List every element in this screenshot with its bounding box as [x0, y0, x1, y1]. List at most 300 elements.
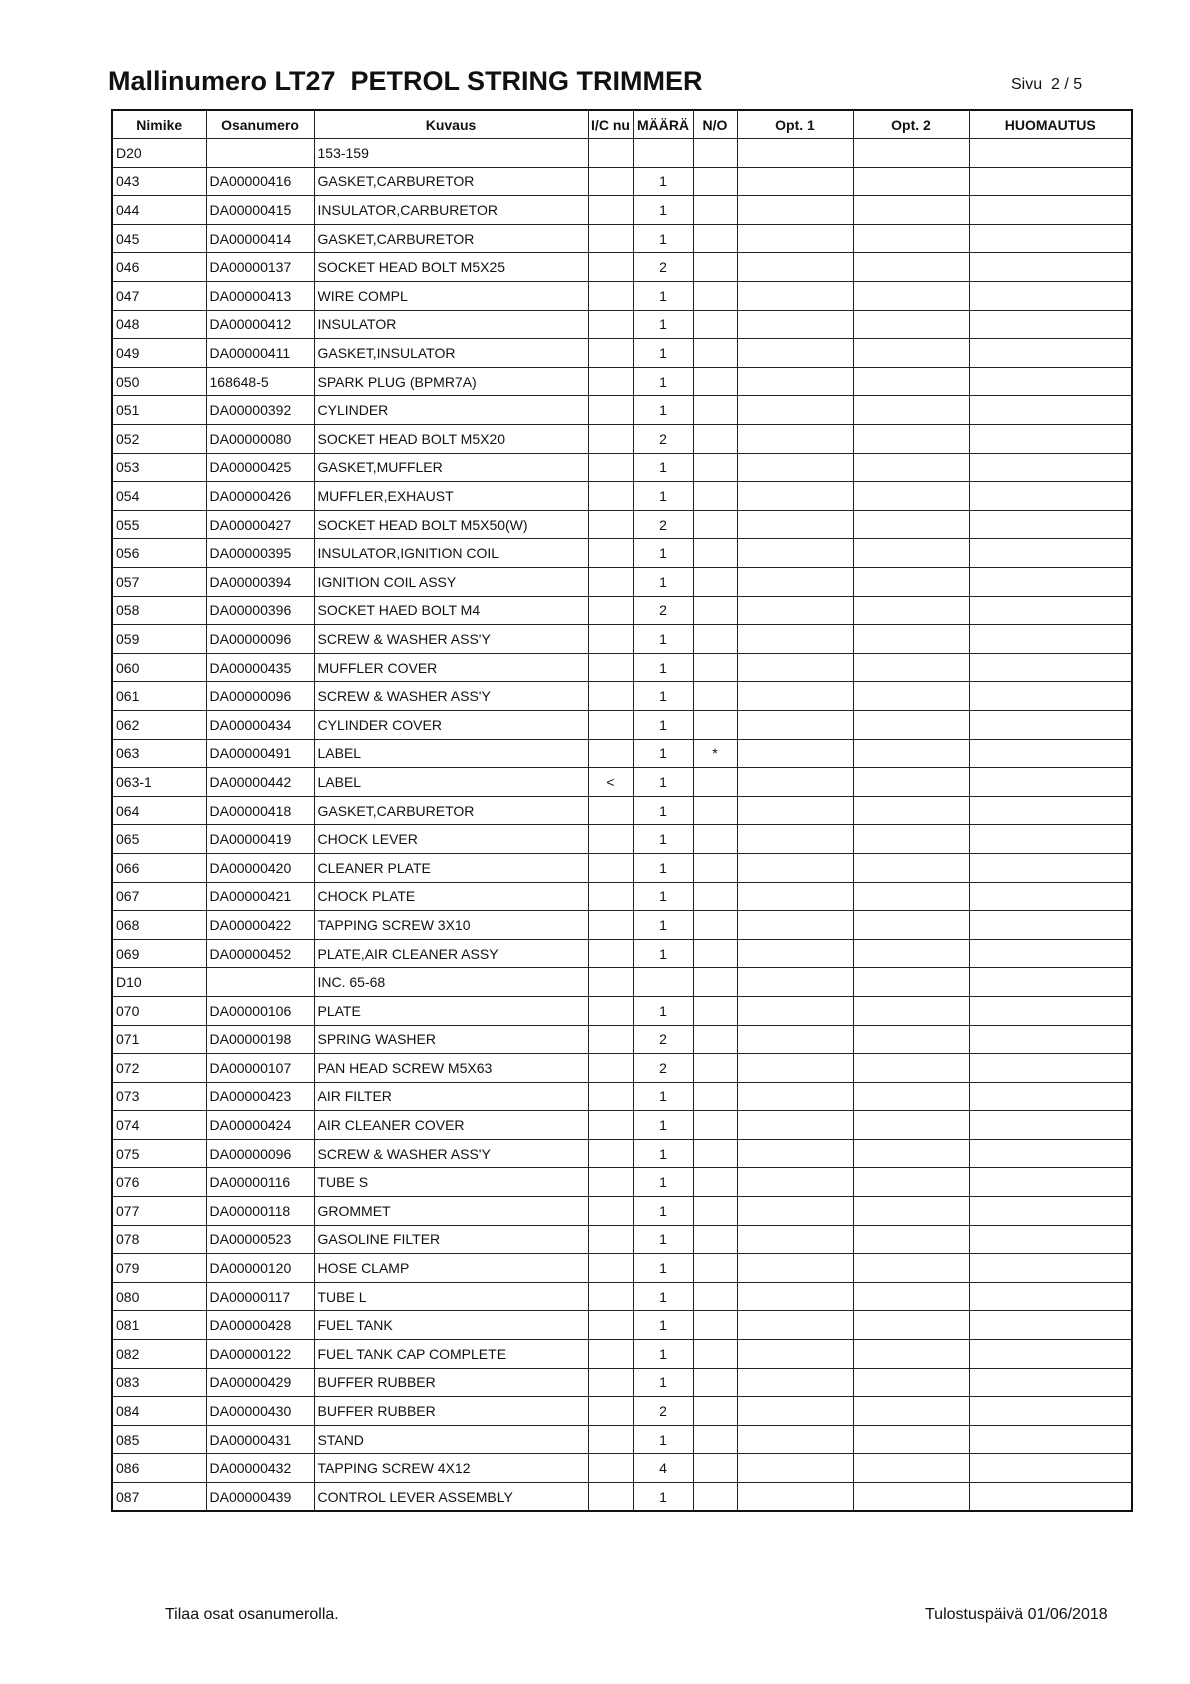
table-row [112, 482, 1132, 511]
table-row [112, 339, 1132, 368]
cell-kuvaus: IGNITION COIL ASSY [314, 568, 588, 597]
cell-opt2 [853, 367, 969, 396]
cell-ic-number [588, 739, 633, 768]
table-row [112, 1025, 1132, 1054]
cell-nimike: 050 [112, 367, 206, 396]
cell-nimike: 077 [112, 1197, 206, 1226]
cell-kuvaus: LABEL [314, 739, 588, 768]
cell-opt2 [853, 1340, 969, 1369]
cell-ic-number [588, 1340, 633, 1369]
cell-osanumero: DA00000434 [206, 710, 314, 739]
cell-opt2 [853, 882, 969, 911]
cell-kuvaus: INSULATOR,IGNITION COIL [314, 539, 588, 568]
cell-huomautus [969, 139, 1132, 168]
cell-opt1 [737, 1082, 853, 1111]
cell-huomautus [969, 1054, 1132, 1083]
cell-no: * [693, 739, 737, 768]
cell-opt2 [853, 825, 969, 854]
cell-opt2 [853, 1082, 969, 1111]
cell-ic-number [588, 1282, 633, 1311]
cell-maara: 1 [633, 682, 693, 711]
table-row [112, 310, 1132, 339]
cell-osanumero: DA00000420 [206, 853, 314, 882]
cell-maara: 1 [633, 196, 693, 225]
group-row [112, 139, 1132, 168]
cell-opt2 [853, 710, 969, 739]
cell-ic-number [588, 453, 633, 482]
cell-opt1 [737, 367, 853, 396]
cell-osanumero: DA00000411 [206, 339, 314, 368]
table-row [112, 768, 1132, 797]
cell-kuvaus: TUBE S [314, 1168, 588, 1197]
column-header-osanumero: Osanumero [206, 110, 314, 139]
cell-nimike: 074 [112, 1111, 206, 1140]
cell-no [693, 825, 737, 854]
cell-opt2 [853, 853, 969, 882]
cell-opt1 [737, 1025, 853, 1054]
table-row [112, 710, 1132, 739]
cell-ic-number [588, 968, 633, 997]
column-header-maara: MÄÄRÄ [633, 110, 693, 139]
cell-nimike: 045 [112, 224, 206, 253]
cell-opt2 [853, 653, 969, 682]
table-row [112, 367, 1132, 396]
cell-maara: 4 [633, 1454, 693, 1483]
cell-huomautus [969, 882, 1132, 911]
parts-table-body [112, 139, 1132, 1512]
column-header-nimike: Nimike [112, 110, 206, 139]
column-header-kuvaus: Kuvaus [314, 110, 588, 139]
cell-huomautus [969, 596, 1132, 625]
cell-huomautus [969, 339, 1132, 368]
cell-osanumero: DA00000096 [206, 682, 314, 711]
cell-kuvaus: GASKET,CARBURETOR [314, 167, 588, 196]
cell-ic-number [588, 596, 633, 625]
cell-no [693, 453, 737, 482]
cell-no [693, 568, 737, 597]
cell-maara: 1 [633, 1340, 693, 1369]
cell-ic-number [588, 196, 633, 225]
cell-ic-number [588, 1311, 633, 1340]
cell-ic-number [588, 1368, 633, 1397]
cell-maara: 2 [633, 1397, 693, 1426]
cell-opt2 [853, 1311, 969, 1340]
table-row [112, 568, 1132, 597]
cell-maara: 1 [633, 882, 693, 911]
table-header-row [112, 110, 1132, 139]
cell-ic-number [588, 310, 633, 339]
cell-opt2 [853, 224, 969, 253]
cell-kuvaus: PLATE,AIR CLEANER ASSY [314, 939, 588, 968]
cell-opt2 [853, 253, 969, 282]
table-row [112, 253, 1132, 282]
cell-opt1 [737, 1454, 853, 1483]
cell-ic-number [588, 653, 633, 682]
cell-kuvaus: SOCKET HEAD BOLT M5X25 [314, 253, 588, 282]
cell-nimike: 079 [112, 1254, 206, 1283]
table-row [112, 653, 1132, 682]
cell-kuvaus: GASOLINE FILTER [314, 1225, 588, 1254]
table-row [112, 939, 1132, 968]
cell-nimike: 055 [112, 510, 206, 539]
cell-no [693, 310, 737, 339]
cell-opt1 [737, 1311, 853, 1340]
cell-no [693, 253, 737, 282]
cell-kuvaus: SPARK PLUG (BPMR7A) [314, 367, 588, 396]
cell-huomautus [969, 853, 1132, 882]
cell-opt1 [737, 939, 853, 968]
cell-huomautus [969, 1254, 1132, 1283]
cell-opt2 [853, 167, 969, 196]
cell-kuvaus: HOSE CLAMP [314, 1254, 588, 1283]
cell-ic-number [588, 825, 633, 854]
cell-kuvaus: CYLINDER [314, 396, 588, 425]
cell-kuvaus: CLEANER PLATE [314, 853, 588, 882]
cell-osanumero: DA00000432 [206, 1454, 314, 1483]
cell-huomautus [969, 568, 1132, 597]
cell-maara: 1 [633, 1082, 693, 1111]
cell-nimike: 084 [112, 1397, 206, 1426]
cell-opt2 [853, 796, 969, 825]
cell-kuvaus: GASKET,CARBURETOR [314, 224, 588, 253]
cell-huomautus [969, 253, 1132, 282]
cell-osanumero: DA00000414 [206, 224, 314, 253]
cell-huomautus [969, 167, 1132, 196]
table-row [112, 1282, 1132, 1311]
cell-osanumero: 168648-5 [206, 367, 314, 396]
cell-osanumero: DA00000413 [206, 282, 314, 311]
cell-no [693, 224, 737, 253]
cell-osanumero: DA00000421 [206, 882, 314, 911]
cell-no [693, 139, 737, 168]
cell-osanumero: DA00000429 [206, 1368, 314, 1397]
cell-no [693, 1368, 737, 1397]
cell-ic-number [588, 1054, 633, 1083]
cell-opt2 [853, 396, 969, 425]
table-row [112, 1054, 1132, 1083]
table-row [112, 1225, 1132, 1254]
cell-opt1 [737, 911, 853, 940]
table-row [112, 539, 1132, 568]
cell-ic-number [588, 510, 633, 539]
cell-kuvaus: SPRING WASHER [314, 1025, 588, 1054]
cell-huomautus [969, 796, 1132, 825]
cell-osanumero: DA00000419 [206, 825, 314, 854]
cell-opt1 [737, 625, 853, 654]
cell-osanumero: DA00000422 [206, 911, 314, 940]
cell-opt2 [853, 1397, 969, 1426]
cell-ic-number [588, 1197, 633, 1226]
cell-no [693, 196, 737, 225]
cell-huomautus [969, 282, 1132, 311]
cell-huomautus [969, 1082, 1132, 1111]
cell-kuvaus: SCREW & WASHER ASS'Y [314, 1139, 588, 1168]
cell-huomautus [969, 196, 1132, 225]
cell-huomautus [969, 1111, 1132, 1140]
cell-huomautus [969, 911, 1132, 940]
cell-opt2 [853, 596, 969, 625]
cell-nimike: 051 [112, 396, 206, 425]
column-header-huomautus: HUOMAUTUS [969, 110, 1132, 139]
cell-nimike: 043 [112, 167, 206, 196]
cell-maara: 1 [633, 339, 693, 368]
cell-ic-number [588, 1483, 633, 1512]
cell-opt2 [853, 768, 969, 797]
cell-opt2 [853, 1483, 969, 1512]
cell-opt2 [853, 1368, 969, 1397]
cell-no [693, 1483, 737, 1512]
cell-kuvaus: SCREW & WASHER ASS'Y [314, 682, 588, 711]
cell-nimike: 067 [112, 882, 206, 911]
table-row [112, 911, 1132, 940]
cell-opt1 [737, 396, 853, 425]
cell-osanumero: DA00000435 [206, 653, 314, 682]
cell-opt1 [737, 1054, 853, 1083]
group-row [112, 968, 1132, 997]
cell-maara: 1 [633, 1311, 693, 1340]
cell-kuvaus: FUEL TANK CAP COMPLETE [314, 1340, 588, 1369]
cell-no [693, 682, 737, 711]
cell-maara: 1 [633, 1197, 693, 1226]
cell-maara: 1 [633, 1483, 693, 1512]
cell-opt2 [853, 939, 969, 968]
cell-ic-number [588, 1397, 633, 1426]
cell-opt1 [737, 1254, 853, 1283]
column-header-no: N/O [693, 110, 737, 139]
cell-nimike: 087 [112, 1483, 206, 1512]
cell-osanumero: DA00000425 [206, 453, 314, 482]
cell-osanumero: DA00000423 [206, 1082, 314, 1111]
cell-no [693, 1311, 737, 1340]
cell-ic-number [588, 882, 633, 911]
cell-huomautus [969, 1454, 1132, 1483]
cell-huomautus [969, 968, 1132, 997]
cell-kuvaus: CYLINDER COVER [314, 710, 588, 739]
cell-no [693, 1111, 737, 1140]
cell-opt1 [737, 1425, 853, 1454]
cell-nimike: 068 [112, 911, 206, 940]
cell-maara: 1 [633, 768, 693, 797]
table-row [112, 1197, 1132, 1226]
cell-osanumero: DA00000430 [206, 1397, 314, 1426]
cell-nimike: 058 [112, 596, 206, 625]
cell-no [693, 1282, 737, 1311]
cell-kuvaus: SOCKET HEAD BOLT M5X20 [314, 425, 588, 454]
cell-opt2 [853, 568, 969, 597]
cell-opt1 [737, 510, 853, 539]
table-row [112, 1397, 1132, 1426]
cell-maara: 1 [633, 568, 693, 597]
cell-nimike: 069 [112, 939, 206, 968]
cell-huomautus [969, 996, 1132, 1025]
cell-huomautus [969, 1311, 1132, 1340]
cell-osanumero: DA00000137 [206, 253, 314, 282]
cell-opt2 [853, 1197, 969, 1226]
cell-opt2 [853, 282, 969, 311]
cell-kuvaus: FUEL TANK [314, 1311, 588, 1340]
cell-no [693, 853, 737, 882]
cell-osanumero: DA00000122 [206, 1340, 314, 1369]
cell-ic-number [588, 224, 633, 253]
print-date: Tulostuspäivä 01/06/2018 [925, 1606, 1108, 1623]
cell-opt1 [737, 853, 853, 882]
table-row [112, 1254, 1132, 1283]
cell-opt1 [737, 653, 853, 682]
cell-huomautus [969, 939, 1132, 968]
cell-huomautus [969, 510, 1132, 539]
cell-kuvaus: STAND [314, 1425, 588, 1454]
cell-kuvaus: CHOCK PLATE [314, 882, 588, 911]
cell-huomautus [969, 768, 1132, 797]
cell-nimike: 071 [112, 1025, 206, 1054]
cell-nimike: 053 [112, 453, 206, 482]
cell-maara: 2 [633, 1025, 693, 1054]
cell-opt2 [853, 310, 969, 339]
cell-no [693, 1225, 737, 1254]
cell-kuvaus: INC. 65-68 [314, 968, 588, 997]
cell-no [693, 796, 737, 825]
table-row [112, 425, 1132, 454]
table-row [112, 596, 1132, 625]
cell-osanumero: DA00000106 [206, 996, 314, 1025]
cell-opt1 [737, 1225, 853, 1254]
cell-nimike: 085 [112, 1425, 206, 1454]
cell-ic-number [588, 625, 633, 654]
cell-opt2 [853, 1454, 969, 1483]
cell-osanumero: DA00000418 [206, 796, 314, 825]
cell-maara: 1 [633, 482, 693, 511]
cell-maara: 1 [633, 1225, 693, 1254]
cell-kuvaus: AIR CLEANER COVER [314, 1111, 588, 1140]
cell-osanumero: DA00000096 [206, 1139, 314, 1168]
cell-kuvaus: WIRE COMPL [314, 282, 588, 311]
cell-opt2 [853, 625, 969, 654]
cell-huomautus [969, 1225, 1132, 1254]
cell-no [693, 1340, 737, 1369]
table-row [112, 882, 1132, 911]
cell-opt1 [737, 1397, 853, 1426]
table-row [112, 510, 1132, 539]
cell-maara [633, 139, 693, 168]
cell-osanumero: DA00000117 [206, 1282, 314, 1311]
cell-ic-number [588, 853, 633, 882]
column-header-ic-number: I/C nu [588, 110, 633, 139]
cell-opt2 [853, 510, 969, 539]
cell-huomautus [969, 482, 1132, 511]
table-row [112, 453, 1132, 482]
table-row [112, 282, 1132, 311]
cell-nimike: 064 [112, 796, 206, 825]
cell-ic-number [588, 482, 633, 511]
footer-note: Tilaa osat osanumerolla. [165, 1606, 339, 1623]
cell-maara: 1 [633, 1282, 693, 1311]
table-row [112, 196, 1132, 225]
cell-huomautus [969, 1282, 1132, 1311]
cell-nimike: 049 [112, 339, 206, 368]
cell-opt2 [853, 739, 969, 768]
cell-opt2 [853, 1111, 969, 1140]
cell-maara: 1 [633, 739, 693, 768]
cell-opt1 [737, 1139, 853, 1168]
cell-no [693, 710, 737, 739]
cell-ic-number [588, 339, 633, 368]
cell-opt1 [737, 568, 853, 597]
cell-ic-number [588, 1168, 633, 1197]
cell-kuvaus: INSULATOR,CARBURETOR [314, 196, 588, 225]
cell-opt2 [853, 482, 969, 511]
cell-nimike: 063 [112, 739, 206, 768]
cell-no [693, 510, 737, 539]
table-row [112, 996, 1132, 1025]
cell-kuvaus: LABEL [314, 768, 588, 797]
cell-ic-number [588, 996, 633, 1025]
table-row [112, 1311, 1132, 1340]
cell-nimike: 080 [112, 1282, 206, 1311]
cell-opt2 [853, 1025, 969, 1054]
cell-opt1 [737, 682, 853, 711]
cell-osanumero [206, 139, 314, 168]
table-row [112, 1340, 1132, 1369]
cell-osanumero: DA00000412 [206, 310, 314, 339]
cell-kuvaus: GASKET,MUFFLER [314, 453, 588, 482]
cell-no [693, 482, 737, 511]
cell-opt2 [853, 139, 969, 168]
cell-nimike: 070 [112, 996, 206, 1025]
cell-osanumero: DA00000426 [206, 482, 314, 511]
cell-huomautus [969, 396, 1132, 425]
cell-no [693, 939, 737, 968]
cell-kuvaus: TUBE L [314, 1282, 588, 1311]
cell-osanumero: DA00000392 [206, 396, 314, 425]
cell-huomautus [969, 1340, 1132, 1369]
cell-maara: 1 [633, 396, 693, 425]
cell-no [693, 167, 737, 196]
cell-ic-number [588, 367, 633, 396]
cell-no [693, 425, 737, 454]
cell-maara: 1 [633, 625, 693, 654]
cell-opt1 [737, 596, 853, 625]
cell-nimike: 057 [112, 568, 206, 597]
cell-opt2 [853, 1139, 969, 1168]
table-row [112, 825, 1132, 854]
cell-opt1 [737, 482, 853, 511]
table-row [112, 796, 1132, 825]
table-row [112, 682, 1132, 711]
cell-no [693, 1397, 737, 1426]
cell-maara: 1 [633, 1254, 693, 1283]
cell-maara: 1 [633, 539, 693, 568]
cell-nimike: 059 [112, 625, 206, 654]
cell-maara: 1 [633, 1111, 693, 1140]
column-header-opt2: Opt. 2 [853, 110, 969, 139]
cell-opt1 [737, 139, 853, 168]
cell-no [693, 282, 737, 311]
cell-ic-number [588, 1225, 633, 1254]
cell-nimike: 086 [112, 1454, 206, 1483]
cell-huomautus [969, 682, 1132, 711]
cell-opt1 [737, 768, 853, 797]
cell-nimike: 044 [112, 196, 206, 225]
cell-no [693, 367, 737, 396]
table-row [112, 224, 1132, 253]
cell-huomautus [969, 653, 1132, 682]
cell-osanumero: DA00000118 [206, 1197, 314, 1226]
cell-maara: 2 [633, 1054, 693, 1083]
cell-osanumero: DA00000080 [206, 425, 314, 454]
cell-kuvaus: CONTROL LEVER ASSEMBLY [314, 1483, 588, 1512]
cell-maara: 2 [633, 425, 693, 454]
cell-maara: 1 [633, 1139, 693, 1168]
